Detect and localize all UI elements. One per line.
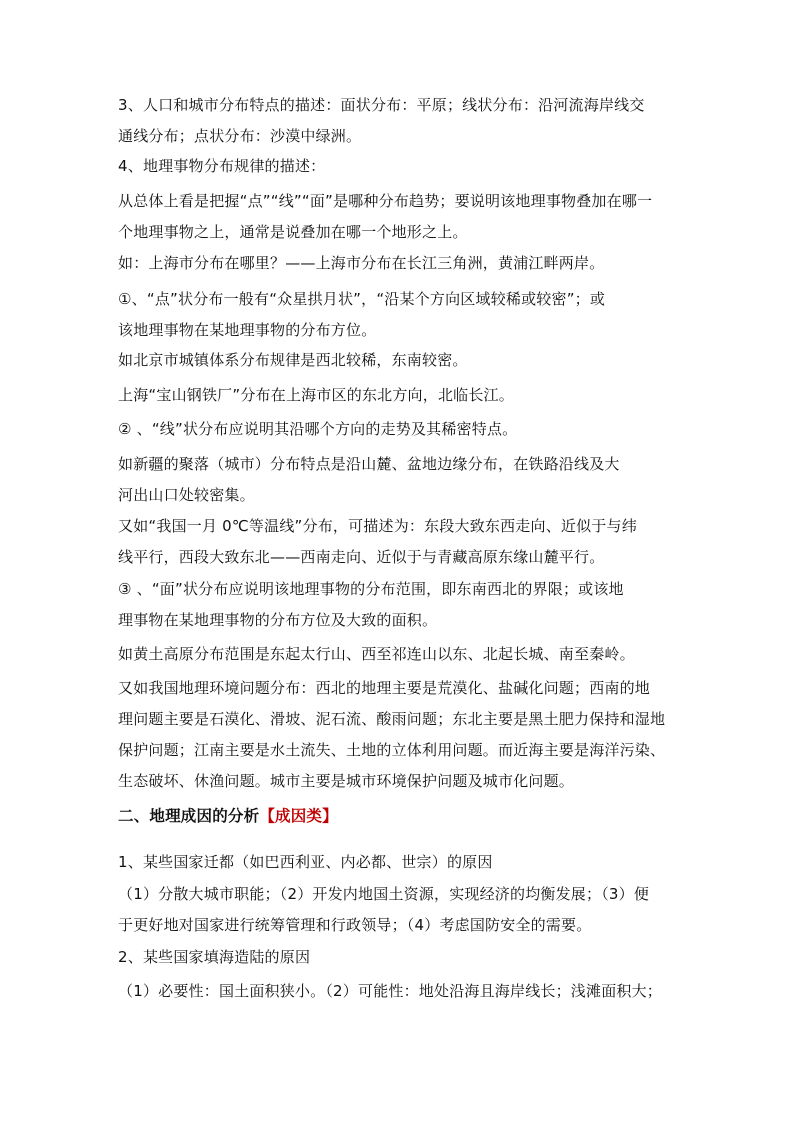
isotherm-example-continued: 线平行，西段大致东北——西南走向、近似于与青藏高原东缘山麓平行。: [118, 548, 605, 566]
point-3-population-city: 3、人口和城市分布特点的描述：面状分布：平原；线状分布：沿河流海岸线交: [118, 96, 645, 114]
point-distribution-text: ①、“点”状分布一般有“众星拱月状”，“沿某个方向区域较稀或较密”；或: [118, 290, 606, 308]
env-issues-text: 又如我国地理环境问题分布：西北的地理主要是荒漠化、盐碱化问题；西南的地: [118, 679, 651, 697]
land-reclamation-reasons: （1）必要性：国土面积狭小。（2）可能性：地处沿海且海岸线长；浅滩面积大；: [118, 982, 662, 1000]
line-distribution-text: ② 、“线”状分布应说明其沿哪个方向的走势及其稀密特点。: [118, 420, 518, 438]
capital-relocation-title: 1、某些国家迁都（如巴西利亚、内必都、世宗）的原因: [118, 853, 493, 871]
point-distribution-continued: 该地理事物在某地理事物的分布方位。: [118, 321, 377, 339]
section-heading: [118, 806, 338, 826]
point-3-continued: 通线分布；点状分布：沙漠中绿洲。: [118, 127, 362, 145]
overall-trend-text: 从总体上看是把握“点”“线”“面”是哪种分布趋势；要说明该地理事物叠加在哪一: [118, 192, 653, 210]
area-distribution-continued: 理事物在某地理事物的分布方位及大致的面积。: [118, 611, 438, 629]
capital-relocation-reasons: （1）分散大城市职能；（2）开发内地国土资源，实现经济的均衡发展；（3）便: [118, 885, 650, 903]
env-issues-line-4: 生态破坏、休渔问题。城市主要是城市环境保护问题及城市化问题。: [118, 772, 575, 790]
loess-plateau-example: 如黄土高原分布范围是东起太行山、西至祁连山以东、北起长城、南至秦岭。: [118, 645, 635, 663]
env-issues-line-2: 理问题主要是石漠化、滑坡、泥石流、酸雨问题；东北主要是黑土肥力保持和湿地: [118, 710, 666, 728]
section-heading-main: 二、地理成因的分析: [118, 807, 260, 825]
point-4-distribution-rules: 4、地理事物分布规律的描述：: [118, 157, 326, 175]
shanghai-example: 如：上海市分布在哪里？——上海市分布在长江三角洲，黄浦江畔两岸。: [118, 254, 605, 272]
env-issues-line-3: 保护问题；江南主要是水土流失、土地的立体利用问题。而近海主要是海洋污染、: [118, 741, 666, 759]
land-reclamation-title: 2、某些国家填海造陆的原因: [118, 948, 311, 966]
overall-trend-continued: 个地理事物之上，通常是说叠加在哪一个地形之上。: [118, 223, 468, 241]
baosteel-example: 上海“宝山钢铁厂”分布在上海市区的东北方向，北临长江。: [118, 386, 514, 404]
xinjiang-example-continued: 河出山口处较密集。: [118, 486, 255, 504]
area-distribution-text: ③ 、“面”状分布应说明该地理事物的分布范围，即东南西北的界限；或该地: [118, 580, 624, 598]
xinjiang-example: 如新疆的聚落（城市）分布特点是沿山麓、盆地边缘分布，在铁路沿线及大: [118, 455, 620, 473]
beijing-example: 如北京市城镇体系分布规律是西北较稀，东南较密。: [118, 351, 468, 369]
section-heading-tag: 【成因类】: [259, 807, 338, 825]
isotherm-example: 又如“我国一月 0℃等温线”分布，可描述为：东段大致东西走向、近似于与纬: [118, 517, 637, 535]
capital-relocation-reasons-continued: 于更好地对国家进行统筹管理和行政领导；（4）考虑国防安全的需要。: [118, 916, 592, 934]
